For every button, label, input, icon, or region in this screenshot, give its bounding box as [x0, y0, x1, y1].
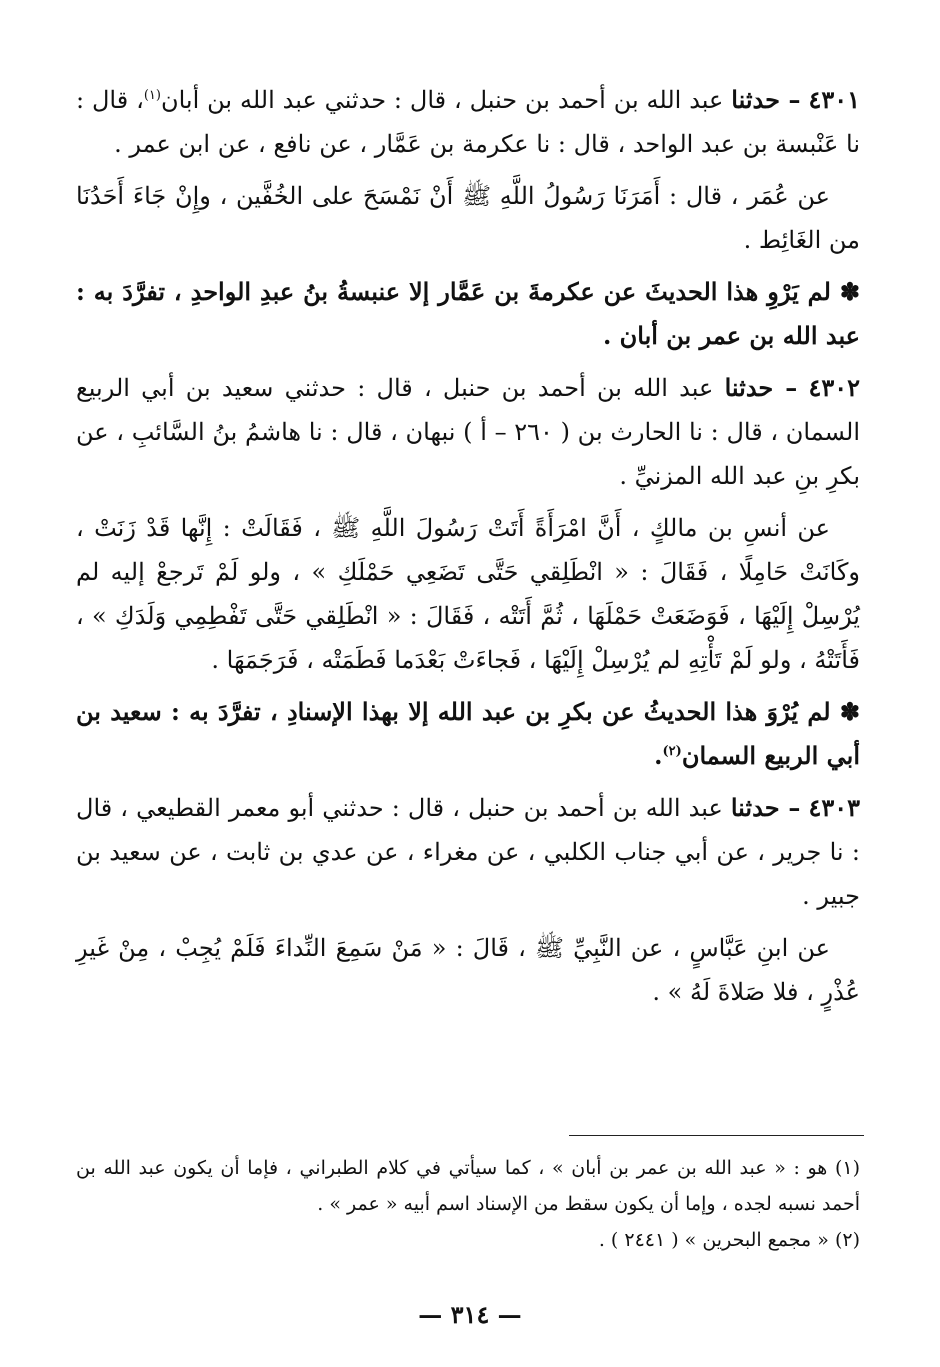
hadith-4302	[76, 366, 860, 778]
hadith-lead: – حدثنا	[724, 373, 798, 402]
footnote-2	[76, 1222, 860, 1258]
hadith-number: ٤٣٠٣	[808, 793, 860, 822]
commentary-text: ✽ لم يُرْوَ هذا الحديثُ عن بكرِ بن عبد الله إلا بهذا الإسنادِ ، تفرَّدَ به : سعيد بن أبي الربيع السمان	[76, 697, 860, 770]
hadith-matn: عن أنسِ بن مالكٍ ، أَنَّ امْرَأَةً أَتَتْ رَسُولَ اللَّهِ ﷺ ، فَقَالَتْ : إِنَّها قَدْ زَنَتْ ، وكَانَتْ حَامِلًا ، فَقَالَ : « انْطَلِقي حَتَّى تَضَعِي حَمْلَكِ » ، ولو لَمْ تَرجعْ إليه لم يُرْسِلْ إِلَيْهَا ، فَوَضَعَتْ حَمْلَهَا ، ثُمَّ أَتَتْه ، فَقَالَ : « انْطَلِقي حَتَّى تَفْطِمِي وَلَدَكِ » ، فَأَتَتْهُ ، ولو لَمْ تَأْتِهِ لم يُرْسِلْ إِلَيْهَا ، فَجاءَتْ بَعْدَما فَطَمَتْه ، فَرَجَمَهَا .	[76, 514, 860, 674]
hadith-lead: – حدثنا	[730, 793, 801, 822]
footnote-text: « مجمع البحرين » ( ٢٤٤١ ) .	[598, 1229, 829, 1251]
hadith-chain	[76, 366, 860, 498]
footnote-text: هو : « عبد الله بن عمر بن أبان » ، كما سيأتي في كلام الطبراني ، فإما أن يكون عبد الله بن أحمد نسبه لجده ، وإما أن يكون سقط من الإسناد اسم أبيه « عمر » .	[76, 1157, 860, 1215]
commentary-end: .	[654, 741, 663, 770]
isnad-text: عبد الله بن أحمد بن حنبل ، قال : حدثني سعيد بن أبي الربيع السمان ، قال : نا الحارث بن ( ٢٦٠ – أ ) نبهان ، قال : نا هاشمُ بنُ السَّائبِ ، عن بكرِ بنِ عبد الله المزنيِّ .	[76, 374, 860, 490]
footnote-marker: (١)	[143, 88, 161, 103]
footnote-1	[76, 1150, 860, 1222]
hadith-matn: عن عُمَر ، قال : أَمَرَنَا رَسُولُ اللَّهِ ﷺ أَنْ نَمْسَحَ على الخُفَّين ، وإِنْ جَاءَ أَحَدُنَا من الغَائِط .	[76, 182, 860, 254]
main-text	[76, 78, 860, 1020]
hadith-number: ٤٣٠١	[808, 85, 860, 114]
hadith-chain	[76, 78, 860, 166]
hadith-number: ٤٣٠٢	[808, 373, 860, 402]
tabarani-commentary: ✽ لم يَرْوِ هذا الحديثَ عن عكرمةَ بن عَمَّار إلا عنبسةُ بنُ عبدِ الواحدِ ، تفرَّدَ به : عبد الله بن عمر بن أبان .	[76, 277, 860, 350]
hadith-4301	[76, 78, 860, 358]
hadith-lead: – حدثنا	[731, 85, 801, 114]
footnote-label: (٢)	[834, 1229, 860, 1251]
page-number: — ٣١٤ —	[418, 1300, 522, 1329]
footnote-marker: (٢)	[662, 744, 682, 759]
hadith-4303	[76, 786, 860, 1014]
footnotes	[76, 1150, 860, 1258]
hadith-chain	[76, 786, 860, 918]
isnad-text: عبد الله بن أحمد بن حنبل ، قال : حدثني عبد الله بن أبان	[160, 86, 724, 114]
footnote-label: (١)	[834, 1157, 860, 1179]
hadith-matn: عن ابنِ عَبَّاسٍ ، عن النَّبِيِّ ﷺ ، قَالَ : « مَنْ سَمِعَ النِّداءَ فَلَمْ يُجِبْ ، مِنْ غَيرِ عُذْرٍ ، فلا صَلاةَ لَهُ » .	[76, 934, 860, 1006]
isnad-text-continued: ، قال : نا عَنْبسة بن عبد الواحد ، قال : نا عكرمة بن عَمَّار ، عن نافع ، عن ابن عمر .	[76, 86, 860, 158]
footnote-divider	[569, 1135, 864, 1136]
tabarani-commentary	[76, 690, 860, 778]
isnad-text: عبد الله بن أحمد بن حنبل ، قال : حدثني أبو معمر القطيعي ، قال : نا جرير ، عن أبي جناب الكلبي ، عن مغراء ، عن عدي بن ثابت ، عن سعيد بن جبير .	[76, 794, 860, 910]
